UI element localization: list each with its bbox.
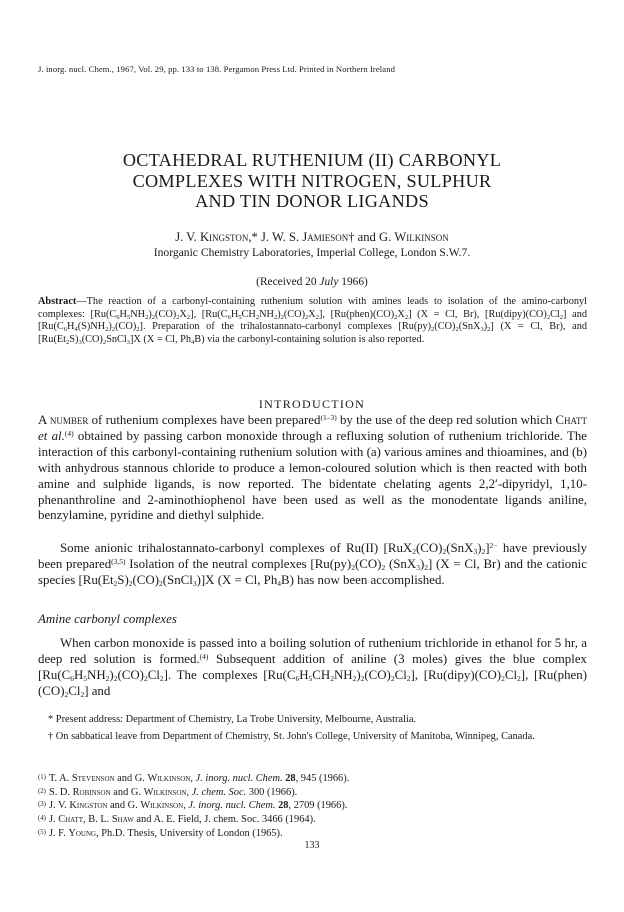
reference-item: (5) J. F. Young, Ph.D. Thesis, University of London (1965). xyxy=(38,827,283,839)
subsection-heading: Amine carbonyl complexes xyxy=(38,612,177,626)
page-number: 133 xyxy=(304,840,320,851)
citation[interactable]: (4) xyxy=(64,428,74,438)
reference-item: (2) S. D. Robinson and G. Wilkinson, J. chem. Soc. 300 (1966). xyxy=(38,786,298,798)
reference-list xyxy=(38,772,587,841)
reference-item: (1) T. A. Stevenson and G. Wilkinson, J. inorg. nucl. Chem. 28, 945 (1966). xyxy=(38,773,350,784)
abstract: Abstract—The reaction of a carbonyl-containing ruthenium solution with amines leads to isolation of the amino-carbonyl complexes: $[Ru(C_6H_5NH_2)_2(CO)_2X_2]$, $[Ru(C_6H_5CH_2NH_2)_2(CO)_2X_2]$, $[Ru(phen)(CO)_2X_2] (X = Cl$, Br), $[Ru(dipy)(CO)_2Cl_2]$ and $[Ru(C_6H_4(S)NH_2)_2(CO)_2]$. Preparation of the trihalostannato-carbonyl complexes $[Ru(py)_2(CO)_2(SnX_3)_2] (X = Cl$, Br), and $[Ru(Et_2S)_3(CO)_2SnCl_3]X$ (X = Cl, $Ph_4B$) via the carbonyl-containing solution is also reported. xyxy=(38,296,587,346)
author-name: Kingston xyxy=(199,230,249,244)
intro-paragraph: Some anionic trihalostannato-carbonyl complexes of Ru(II) $[RuX_2(CO)_2(SnX_3)_2]^{2-}$ have previously been prepared$^{(3,5)}$ Isolation of the neutral complexes [$Ru(py)_2(CO)_2$ $(SnX_3)_2$] (X = Cl, Br) and the cationic species $[Ru(Et_2S)_2(CO)_2(SnCl_3)]X$ (X = Cl, $Ph_4B$) has now been accomplished. xyxy=(38,541,587,588)
received-date: (Received 20 July 1966) xyxy=(256,276,368,288)
footnote-dagger: † On sabbatical leave from Department of Chemistry, St. John's College, University of Manitoba, Winnipeg, Canada. xyxy=(48,731,535,742)
title-line: COMPLEXES WITH NITROGEN, SULPHUR xyxy=(132,170,492,191)
title-line: AND TIN DONOR LIGANDS xyxy=(195,191,429,211)
title-line: OCTAHEDRAL RUTHENIUM (II) CARBONYL xyxy=(122,150,502,170)
citation[interactable]: (3,5) xyxy=(111,556,126,566)
article-title xyxy=(40,150,584,212)
running-head: J. inorg. nucl. Chem., 1967, Vol. 29, pp. 133 to 138. Pergamon Press Ltd. Printed in Northern Ireland xyxy=(38,64,396,74)
author-name: Wilkinson xyxy=(394,230,449,244)
body-paragraph: When carbon monoxide is passed into a boiling solution of ruthenium trichloride in ethanol for 5 hr, a deep red solution is formed.$^{(4)}$ Subsequent addition of aniline (3 moles) gives the blue complex $[Ru(C_6H_5NH_2)_2(CO)_2Cl_2]$. The complexes $[Ru(C_6H_5CH_2NH_2)_2(CO)_2Cl_2]$, $[Ru(dipy)(CO)_2Cl_2]$, $[Ru(phen)(CO)_2Cl_2]$ and xyxy=(38,636,587,699)
author-list: J. V. Kingston,* J. W. S. Jamieson† and G. Wilkinson xyxy=(175,230,449,244)
abstract-label: Abstract xyxy=(38,296,77,307)
reference-item: (3) J. V. Kingston and G. Wilkinson, J. inorg. nucl. Chem. 28, 2709 (1966). xyxy=(38,800,348,812)
citation[interactable]: (4) xyxy=(199,651,209,661)
footnote-star: * Present address: Department of Chemistry, La Trobe University, Melbourne, Australia. xyxy=(48,714,417,725)
intro-paragraph: A number of ruthenium complexes have been prepared$^{(1-3)}$ by the use of the deep red solution which Chatt et al.$^{(4)}$ obtained by passing carbon monoxide through a refluxing solution of ruthenium trichloride. The interaction of this carbonyl-containing ruthenium solution with (a) various amines and thioamines, and (b) with anhydrous stannous chloride to produce a lemon-coloured solution which is then reacted with both amine and sulphide ligands, is now reported. The bidentate chelating agents 2,2′-dipyridyl, 1,10-phenanthroline and 2-aminothiophenol have been used as well as the monodentate ligands aniline, benzylamine, pyridine and diethyl sulphide. xyxy=(38,413,588,523)
section-heading-introduction: INTRODUCTION xyxy=(258,397,366,411)
citation[interactable]: (1–3) xyxy=(320,413,337,422)
affiliation: Inorganic Chemistry Laboratories, Imperial College, London S.W.7. xyxy=(153,246,471,259)
author-name: Jamieson xyxy=(302,230,349,244)
reference-item: (4) J. Chatt, B. L. Shaw and A. E. Field, J. chem. Soc. 3466 (1964). xyxy=(38,814,316,826)
